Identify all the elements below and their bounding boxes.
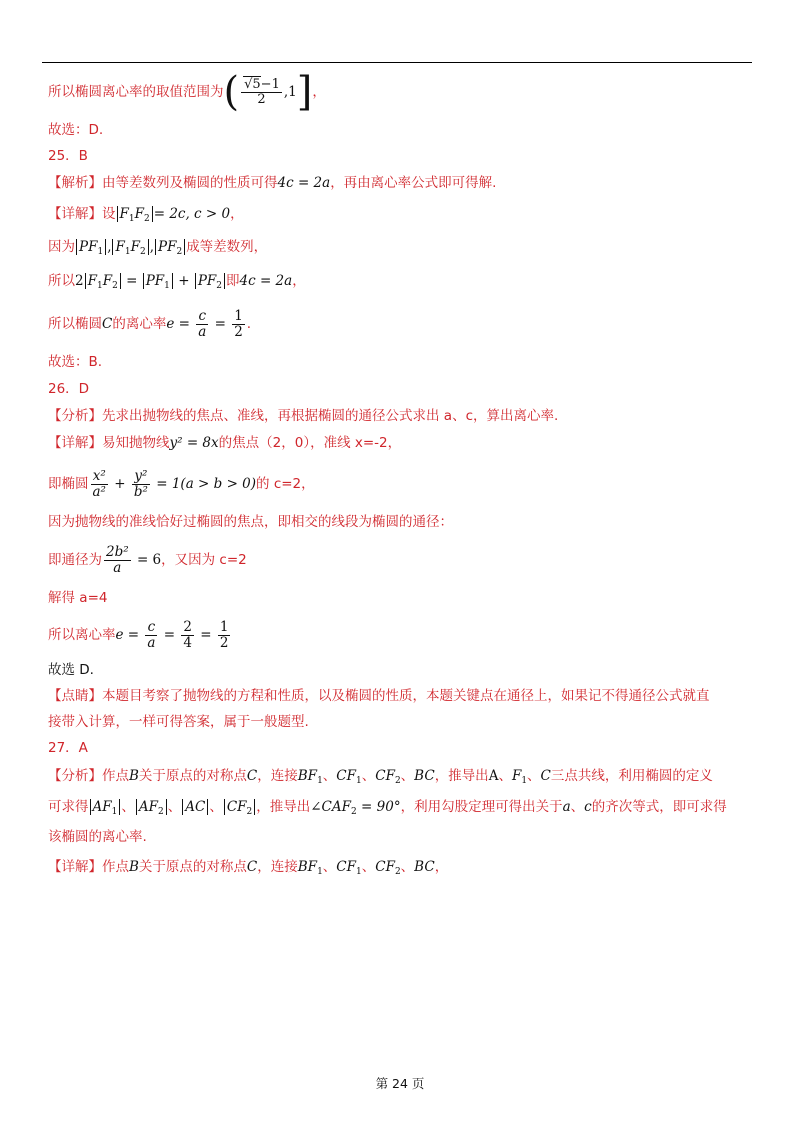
page-number: 第 24 页 [375,1076,425,1091]
q25-because: 因为 $PF_1$ , $F_1F_2$ , $PF_2$ 成等差数列， [48,239,268,257]
detail-tag: 【详解】 [48,859,102,875]
question-25-number: 25．B [48,148,88,164]
q26-comment-1: 【点睛】本题目考察了抛物线的方程和性质，以及椭圆的性质，本题关键点在通径上，如果记不得通径公式就直 [48,688,710,704]
q27-analysis-3: 该椭圆的离心率. [48,829,147,845]
analysis-tag: 【解析】 [48,175,102,191]
q25-so: 所以2 $F_1F_2 = PF_1 + PF_2$ 即4c = 2a， [48,273,306,291]
q27-analysis-1: 【分析】作点B关于原点的对称点C，连接$BF_1$、$CF_1$、$CF_2$、BC，推导出A、$F_1$、C三点共线，利用椭圆的定义 [48,768,713,786]
question-26-number: 26．D [48,381,90,397]
q25-detail: 【详解】设 $F_1F_2 = 2c$, c > 0， [48,206,244,224]
detail-tag: 【详解】 [48,435,102,451]
q26-latus: 即通径为 $\frac{\text{2b²}}{a}$ = 6，又因为 c=2 [48,544,247,576]
comment-tag: 【点睛】 [48,688,102,704]
q26-detail: 【详解】易知抛物线y² = 8x的焦点（2，0），准线 x=-2， [48,435,402,451]
q26-comment-2: 接带入计算，一样可得答案，属于一般题型. [48,714,309,730]
q27-detail: 【详解】作点B关于原点的对称点C，连接$BF_1$、$CF_1$、$CF_2$、BC， [48,859,449,877]
q25-eccentricity: 所以椭圆C的离心率e = $\frac{c}{a}$ = $\frac{1}{2}$ . [48,308,252,340]
detail-tag: 【详解】 [48,206,102,222]
q26-ellipse: 即椭圆 $\frac{\text{x²}}{\text{a²}}$ + $\frac{\text{y²}}{\text{b²}}$ = 1(a > b > 0)的 c=2， [48,468,315,500]
q26-eccentricity: 所以离心率e = $\frac{c}{a}$ = $\frac{2}{4}$ = $\frac{1}{2}$ [48,619,229,651]
q27-analysis-2: 可求得 $AF_1$ 、 $AF_2$ 、 AC 、 $CF_2$ ，推导出$\angle CAF_2 = 90^\circ$，利用勾股定理可得出关于a、c的齐次等式，即可求得 [48,799,727,817]
header-rule [42,62,752,63]
q26-solve: 解得 a=4 [48,590,108,606]
question-27-number: 27．A [48,740,88,756]
line-ecc-range: 所以椭圆离心率的取值范围为( $\frac{√5-1}{2}$ ,1]， [48,69,326,115]
choose-d-25prev: 故选：D. [48,122,104,138]
q25-analysis: 【解析】由等差数列及椭圆的性质可得4c = 2a，再由离心率公式即可得解. [48,175,497,191]
fraction-sqrt5: $\frac{√5-1}{2}$ [241,78,282,106]
analysis-tag: 【分析】 [48,408,102,424]
q25-choose: 故选：B. [48,354,103,370]
q26-analysis: 【分析】先求出抛物线的焦点、准线，再根据椭圆的通径公式求出 a、c，算出离心率. [48,408,559,424]
analysis-tag: 【分析】 [48,768,102,784]
q26-choose: 故选 D. [48,662,94,678]
q26-because: 因为抛物线的准线恰好过椭圆的焦点，即相交的线段为椭圆的通径： [48,514,453,530]
